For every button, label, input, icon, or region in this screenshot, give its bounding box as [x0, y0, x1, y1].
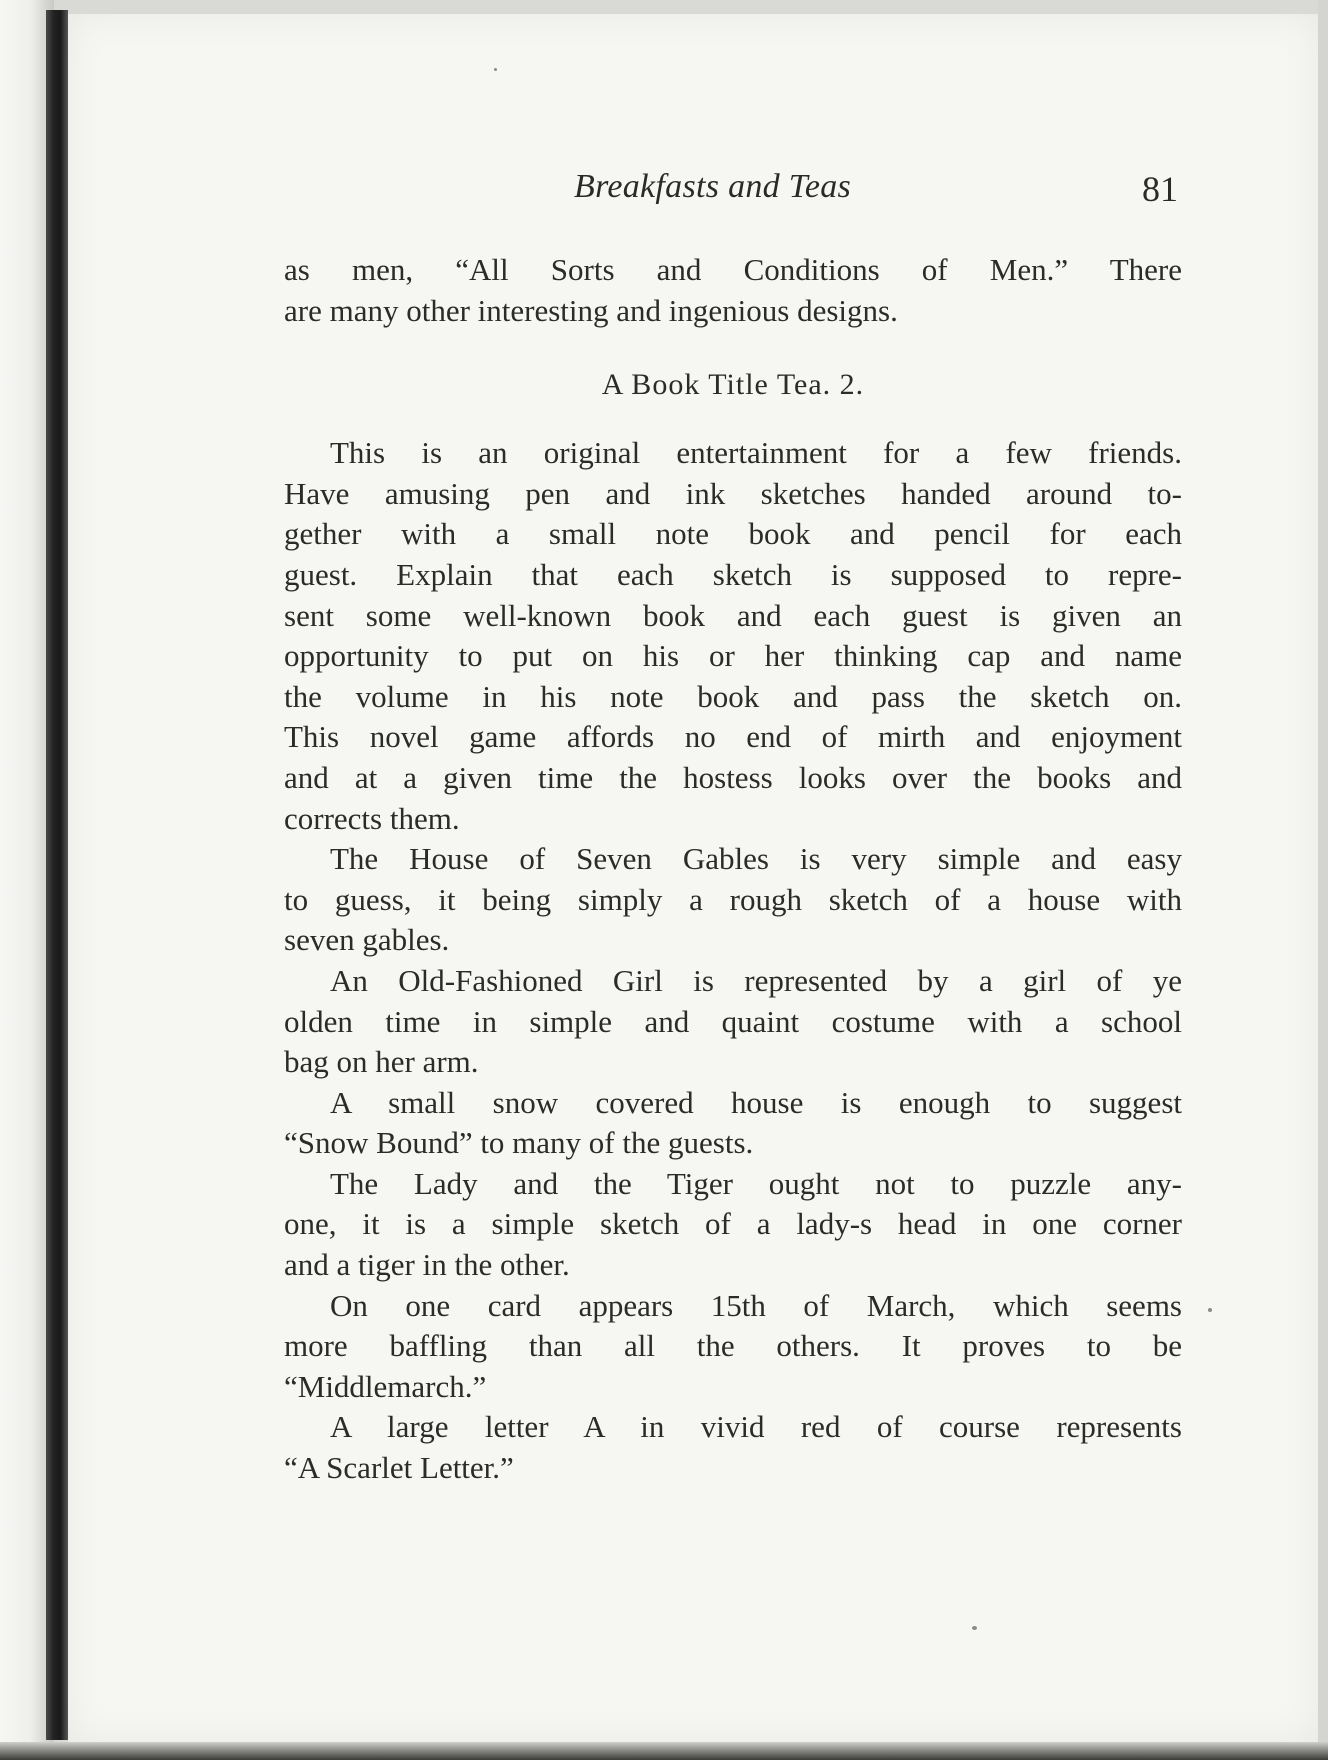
- text-line: more baffling than all the others. It proves to be: [284, 1328, 1182, 1364]
- text-line: Have amusing pen and ink sketches handed around to-: [284, 475, 1182, 511]
- text-line: guest. Explain that each sketch is supposed to repre-: [284, 556, 1182, 592]
- text-line: olden time in simple and quaint costume with a school: [284, 1003, 1182, 1039]
- page-text: [284, 250, 1182, 1489]
- text-line: one, it is a simple sketch of a lady-s head in one corner: [284, 1206, 1182, 1242]
- text-line: seven gables.: [284, 922, 450, 958]
- book-binding-edge: [46, 10, 68, 1740]
- running-head: [68, 168, 1178, 218]
- text-line: to guess, it being simply a rough sketch of a house with: [284, 881, 1182, 917]
- text-line: This novel game affords no end of mirth and enjoyment: [284, 719, 1182, 755]
- text-line: as men, “All Sorts and Conditions of Men.” There: [284, 252, 1182, 287]
- paragraph: [284, 1164, 1182, 1286]
- page-number: 81: [1142, 169, 1178, 209]
- text-line: A small snow covered house is enough to suggest: [330, 1084, 1182, 1120]
- paragraph: [284, 961, 1182, 1083]
- text-line: and at a given time the hostess looks over the books and: [284, 759, 1182, 795]
- text-line: bag on her arm.: [284, 1044, 479, 1080]
- text-line: On one card appears 15th of March, which seems: [330, 1287, 1182, 1323]
- text-line: “Middlemarch.”: [284, 1368, 487, 1404]
- text-line: The House of Seven Gables is very simple and easy: [330, 841, 1182, 877]
- text-line: opportunity to put on his or her thinking cap and name: [284, 638, 1182, 674]
- paper-speck: [972, 1626, 977, 1630]
- paragraph: [284, 1286, 1182, 1408]
- book-page: [68, 14, 1318, 1742]
- section-heading: A Book Title Tea. 2.: [601, 368, 865, 402]
- running-title: Breakfasts and Teas: [574, 168, 852, 205]
- paragraph: [284, 1407, 1182, 1488]
- text-line: A large letter A in vivid red of course represents: [330, 1409, 1182, 1445]
- paper-speck: [494, 68, 497, 71]
- text-line: This is an original entertainment for a few friends.: [330, 435, 1182, 471]
- text-line: The Lady and the Tiger ought not to puzzle any-: [330, 1165, 1182, 1201]
- text-line: “A Scarlet Letter.”: [284, 1450, 514, 1486]
- text-line: An Old-Fashioned Girl is represented by a girl of ye: [330, 962, 1182, 998]
- text-line: “Snow Bound” to many of the guests.: [284, 1125, 754, 1161]
- text-line: sent some well-known book and each guest is given an: [284, 597, 1182, 633]
- text-line: the volume in his note book and pass the sketch on.: [284, 678, 1182, 714]
- scan-margin-right: [1318, 0, 1328, 1760]
- text-line: corrects them.: [284, 800, 460, 836]
- text-line: gether with a small note book and pencil for each: [284, 516, 1182, 552]
- text-line: and a tiger in the other.: [284, 1247, 570, 1283]
- paragraph: [284, 1083, 1182, 1164]
- scan-margin-bottom: [0, 1742, 1328, 1760]
- paragraph: [284, 433, 1182, 839]
- paragraph: [284, 839, 1182, 961]
- text-line: are many other interesting and ingenious designs.: [284, 292, 898, 328]
- paper-speck: [1208, 1308, 1212, 1312]
